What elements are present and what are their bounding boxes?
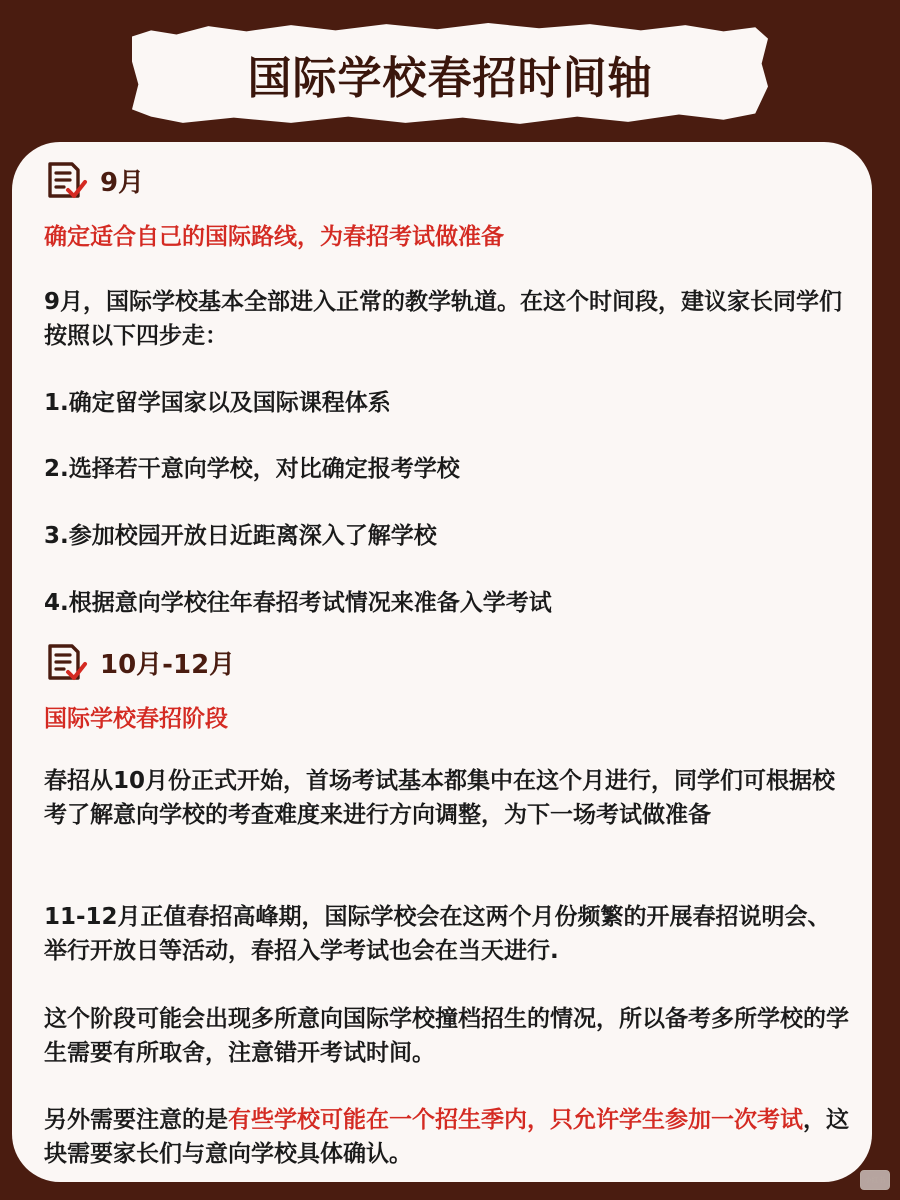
- section-header-october-december: [44, 642, 235, 682]
- checklist-icon: [44, 642, 88, 682]
- section-subtitle: 确定适合自己的国际路线，为春招考试做准备: [44, 224, 504, 250]
- paragraph: 9月，国际学校基本全部进入正常的教学轨道。在这个时间段，建议家长同学们按照以下四步走：: [44, 289, 843, 349]
- section-month: 10月-12月: [100, 649, 236, 680]
- paragraph-text: ，这块需要家长们与意向学校具体确认。: [44, 1107, 849, 1167]
- watermark: 小红书: [860, 1170, 890, 1190]
- section-month: 9月: [100, 167, 145, 198]
- paragraph: 这个阶段可能会出现多所意向国际学校撞档招生的情况，所以备考多所学校的学生需要有所取舍，注意错开考试时间。: [44, 1006, 849, 1066]
- list-item: 4.根据意向学校往年春招考试情况来准备入学考试: [44, 590, 552, 616]
- list-item: 3.参加校园开放日近距离深入了解学校: [44, 523, 437, 549]
- list-item: 2.选择若干意向学校，对比确定报考学校: [44, 456, 460, 482]
- paragraph: 11-12月正值春招高峰期，国际学校会在这两个月份频繁的开展春招说明会、举行开放日等活动，春招入学考试也会在当天进行.: [44, 904, 831, 964]
- paragraph-with-highlight: [44, 1103, 849, 1171]
- page-title: 国际学校春招时间轴: [247, 53, 653, 104]
- list-item: 1.确定留学国家以及国际课程体系: [44, 390, 391, 416]
- section-subtitle: 国际学校春招阶段: [44, 706, 228, 732]
- section-header-september: [44, 160, 144, 200]
- paragraph-text: 另外需要注意的是: [44, 1107, 228, 1133]
- highlighted-text: 有些学校可能在一个招生季内，只允许学生参加一次考试: [228, 1107, 803, 1133]
- paragraph: 春招从10月份正式开始，首场考试基本都集中在这个月进行，同学们可根据校考了解意向学校的考查难度来进行方向调整，为下一场考试做准备: [44, 768, 836, 828]
- checklist-icon: [44, 160, 88, 200]
